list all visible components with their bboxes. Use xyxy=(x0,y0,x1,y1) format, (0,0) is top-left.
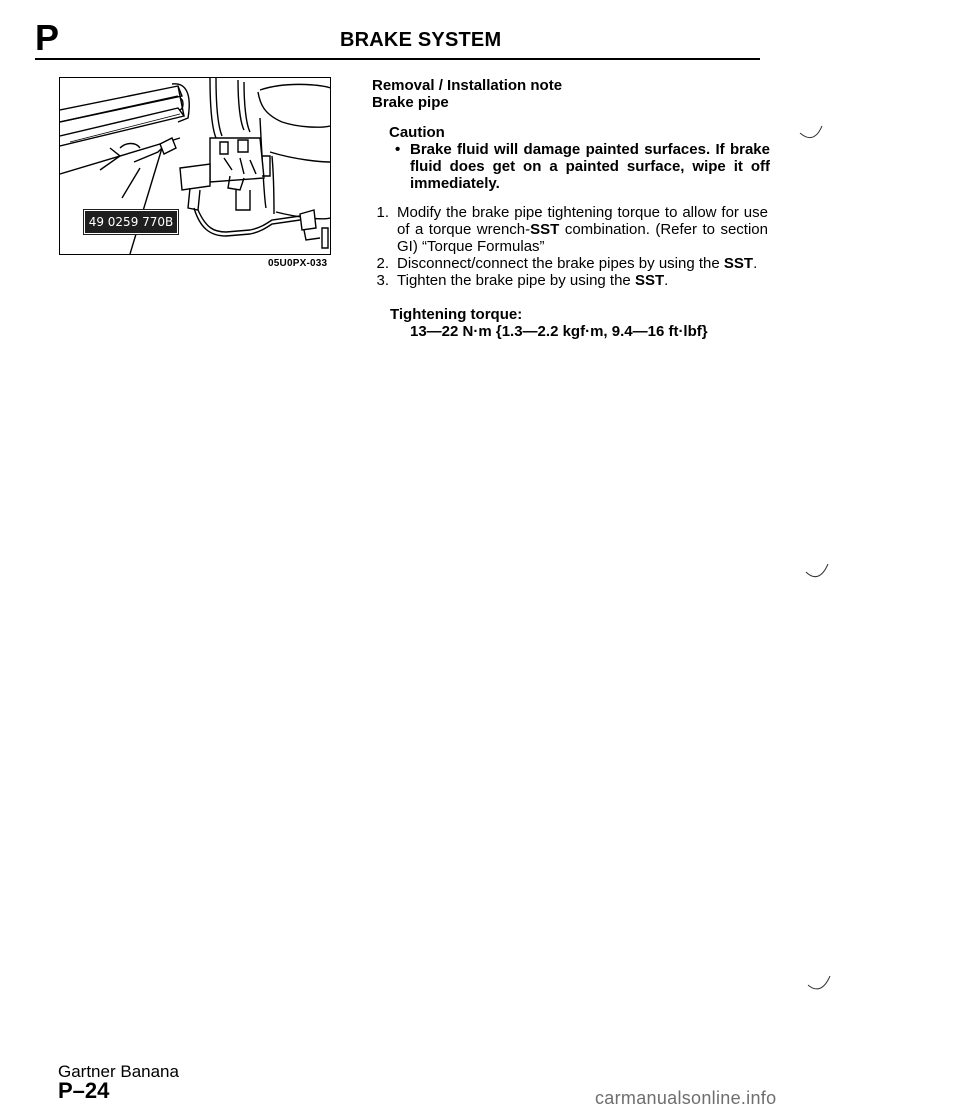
bullet-icon: • xyxy=(395,141,401,158)
scan-mark xyxy=(806,564,828,577)
page-title: BRAKE SYSTEM xyxy=(340,29,502,51)
scan-mark xyxy=(808,976,830,989)
sst-ref: SST xyxy=(634,272,665,289)
step-text-part: Tighten the brake pipe by using the xyxy=(397,272,635,289)
caution-title: Caution xyxy=(389,124,445,141)
special-tool-label: 49 0259 770B xyxy=(84,210,178,234)
subsection-heading: Brake pipe xyxy=(372,94,449,111)
step-text-part: . xyxy=(664,272,669,289)
sst-ref: SST xyxy=(723,255,754,272)
page-number: P–24 xyxy=(58,1078,110,1103)
figure-code: 05U0PX-033 xyxy=(268,258,328,269)
section-letter: P xyxy=(35,17,60,58)
watermark-text: Gartner Banana xyxy=(58,1062,179,1081)
torque-title: Tightening torque: xyxy=(390,306,523,323)
step-text-part: . xyxy=(753,255,758,272)
scan-mark xyxy=(800,126,822,138)
step-text-part: Disconnect/connect the brake pipes by using the xyxy=(397,255,724,272)
site-watermark: carmanualsonline.info xyxy=(595,1088,777,1108)
step-text-part: combination. (Refer to section GI) “Torque Formulas” xyxy=(397,221,768,255)
step-text-part: Modify the brake pipe tightening torque to allow for use of a torque wrench- xyxy=(397,204,768,238)
torque-value: 13—22 N·m {1.3—2.2 kgf·m, 9.4—16 ft·lbf} xyxy=(410,323,708,340)
step-number: 3. xyxy=(376,272,389,289)
caution-text: Brake fluid will damage painted surfaces. If brake fluid does get on a painted surface, wipe it off immediately. xyxy=(410,141,770,192)
step-number: 2. xyxy=(376,255,389,272)
step-number: 1. xyxy=(376,204,389,221)
section-heading: Removal / Installation note xyxy=(372,77,563,94)
sst-ref: SST xyxy=(530,221,560,238)
